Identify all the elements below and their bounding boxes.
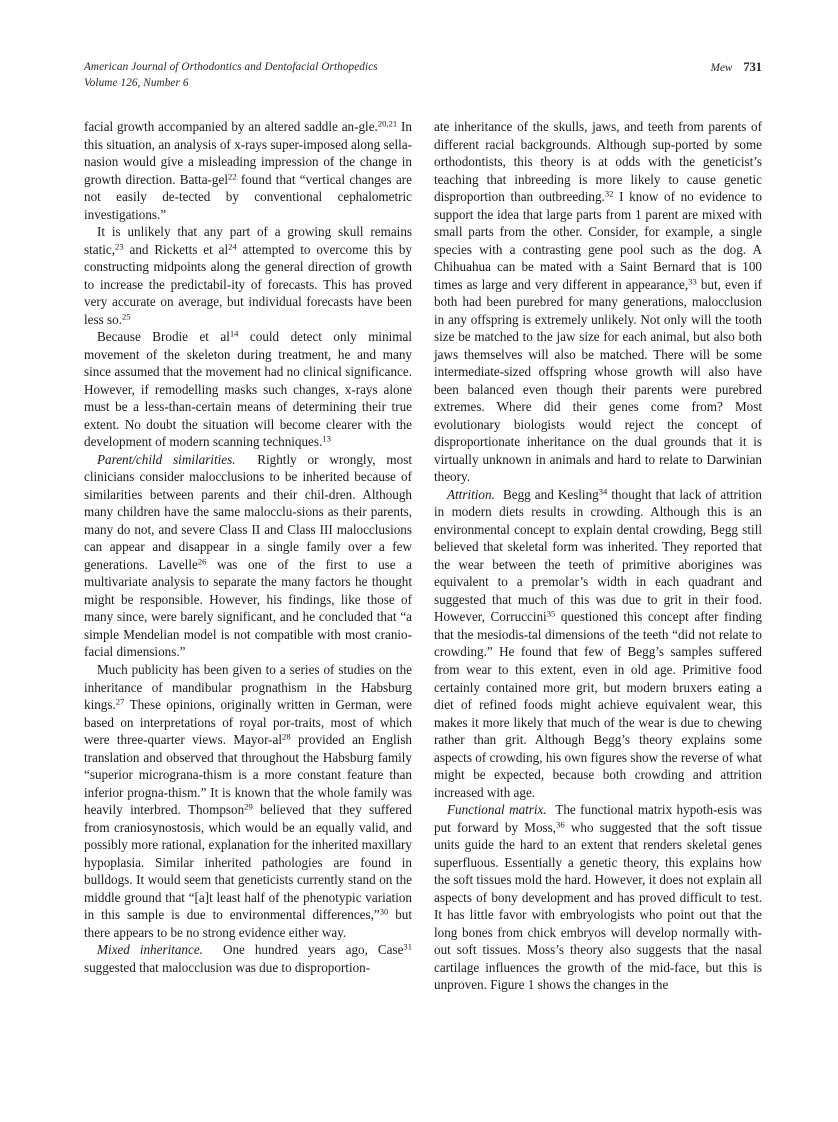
reference-superscript: 30 bbox=[379, 906, 389, 917]
column-left bbox=[84, 118, 412, 976]
body-paragraph: ate inheritance of the skulls, jaws, and teeth from parents of different racial backgrounds. Although sup-ported by some orthodontists, this theory is at odds with the geneticist’s teaching that inbreeding is more likely to cause genetic disproportion than outbreeding.$^{32}$ I know of no evidence to support the idea that large parts from 1 parent are mixed with small parts from the other. Consider, for example, a single species with a contrasting gene pool such as the dog. A Chihuahua can be mated with a Saint Bernard that is 100 times as large and very different in appearance,$^{33}$ but, even if both had been purebred for many generations, malocclusion in any offspring is extremely unlikely. Not only will the tooth size be matched to the jaw size for each animal, but also both jaws themselves will also be matched. There will be some intermediate-sized offspring whose growth will also have been balanced even though their parents were purebred extremes. Where did their genes come from? Most evolutionary biologists would reject the concept of disproportionate inheritance on the dual grounds that it is virtually unknown in animals and hard to relate to Darwinian theory. bbox=[434, 119, 763, 485]
running-head-author: Mew bbox=[710, 62, 733, 74]
heading-spacer bbox=[236, 452, 258, 467]
reference-superscript: 31 bbox=[403, 941, 413, 952]
reference-superscript: 24 bbox=[228, 241, 237, 252]
reference-superscript: 29 bbox=[244, 801, 253, 812]
heading-spacer bbox=[495, 487, 503, 502]
body-paragraph: Because Brodie et $al^{14}$ could detect only minimal movement of the skeleton during treatment, he and many since assumed that the movement had no clinical significance. However, if remodelling masks such changes, x-rays alone must be a less-than-certain means of determining their true extent. No doubt the situation will become clearer with the development of modern scanning techniques.$^{13}$ bbox=[84, 328, 412, 450]
running-head-author-page bbox=[711, 60, 762, 77]
reference-superscript: 22 bbox=[227, 171, 237, 182]
running-head-journal bbox=[84, 60, 378, 91]
column-right bbox=[434, 118, 762, 994]
reference-superscript: 35 bbox=[546, 608, 556, 619]
reference-superscript: 33 bbox=[688, 276, 697, 287]
reference-superscript: 14 bbox=[229, 328, 239, 339]
reference-superscript: 27 bbox=[115, 696, 125, 707]
body-paragraph-with-heading: Parent/child similarities. Rightly or wrongly, most clinicians consider malocclusions to be inherited because of similarities between parents and their chil-dren. Although many children have the same malocclu-sions as their parents, many do not, and severe Class II and Class III malocclusions can appear and disappear in a single family over a few generations. Lavelle$^{26}$ was one of the first to use a multivariate analysis to separate the many factors he thought might be responsible. However, his findings, like those of many since, were barely significant, and he concluded that “a simple Mendelian model is not compatible with most cranio-facial dimensions.” bbox=[84, 451, 412, 660]
reference-superscript: 34 bbox=[598, 486, 608, 497]
section-run-in-heading: Functional matrix. bbox=[447, 802, 547, 818]
running-head-journal-line1: American Journal of Orthodontics and Dentofacial Orthopedics bbox=[84, 61, 378, 73]
heading-spacer bbox=[203, 942, 223, 957]
reference-superscript: 36 bbox=[556, 819, 565, 830]
body-paragraph-with-heading: Attrition. Begg and Kesling$^{34}$ thought that lack of attrition in modern diets results in crowding. Although this is an environmental concept to explain dental crowding, Begg still believed that skeletal form was inherited. They reported that the wear between the teeth of primitive aborigines was equivalent to a premolar’s width in each quadrant and suggested that much of this was due to grit in their food. However, Corruccini$^{35}$ questioned this concept after finding that the mesiodis-tal dimensions of the teeth “did not relate to crowding.” He found that few of Begg’s samples suffered from wear to this extent, even in old age. Primitive food certainly contained more grit, but modern bruxers eating a diet of refined foods might achieve equivalent wear, this makes it more likely that much of the wear is due to chewing rather than grit. Although Begg’s theory explains some aspects of crowding, his own figures show the reverse of what might be expected, because both crowding and attrition increased with age. bbox=[434, 486, 762, 800]
reference-superscript: 32 bbox=[604, 188, 614, 199]
section-run-in-heading: Mixed inheritance. bbox=[97, 942, 203, 958]
body-paragraph: facial growth accompanied by an altered saddle an-gle.$^{20,21}$ In this situation, an analysis of x-rays super-imposed along sella-nasion would give a misleading impression of the change in growth direction. Batta-gel$^{22}$ found that “vertical changes are not easily de-tected by conventional cephalometric investigations.” bbox=[84, 118, 412, 222]
reference-superscript: 13 bbox=[322, 433, 331, 444]
body-paragraph-with-heading: Functional matrix. The functional matrix hypoth-esis was put forward by Moss,$^{36}$ who suggested that the soft tissue units guide the hard to an extent that renders skeletal genes superfluous. Essentially a genetic theory, this explains how the soft tissues mold the hard. However, it does not explain all aspects of bony development and has proved difficult to test. It has little favor with embryologists who point out that the long bones from chick embryos will develop normally with-out soft tissues. Moss’s theory also suggests that the nasal cartilage influences the growth of the mid-face, but this is unproven. Figure 1 shows the changes in the bbox=[434, 802, 762, 993]
heading-spacer bbox=[547, 802, 556, 817]
reference-superscript: 26 bbox=[197, 556, 207, 567]
section-run-in-heading: Parent/child similarities. bbox=[97, 451, 236, 467]
section-run-in-heading: Attrition. bbox=[447, 486, 495, 502]
body-paragraph: Much publicity has been given to a series of studies on the inheritance of mandibular prognathism in the Habsburg kings.$^{27}$ These opinions, originally written in German, were based on interpretations of royal por-traits, most of which were three-quarter views. Mayor-$al^{28}$ provided an English translation and observed that throughout the Habsburg family “superior micrograna-thism is a more constant feature than inferior progna-thism.” It is known that the whole family was heavily interbred. Thompson$^{29}$ believed that they suffered from craniosynostosis, which would be an equally valid, and possibly more rational, explanation for the inherited maxillary hypoplasia. Similar inherited pathologies are found in bulldogs. It would seem that geneticists currently stand on the middle ground that “[a]t least half of the phenotypic variation in this sample is due to environmental differences,”$^{30}$ but there appears to be no strong evidence either way. bbox=[84, 661, 413, 940]
reference-superscript: 23 bbox=[115, 241, 124, 252]
reference-superscript: 25 bbox=[121, 311, 131, 322]
body-paragraph-with-heading: Mixed inheritance. One hundred years ago, Case$^{31}$ suggested that malocclusion was due to disproportion- bbox=[84, 941, 413, 975]
running-head-journal-line2: Volume 126, Number 6 bbox=[84, 76, 189, 89]
running-head-page-number: 731 bbox=[743, 60, 762, 74]
body-paragraph: It is unlikely that any part of a growing skull remains static,$^{23}$ and Ricketts et $al^{24}$ attempted to overcome this by constructing midpoints along the general direction of growth to increase the predictabil-ity of forecasts. This has proved very accurate on average, but individual forecasts have been less so.$^{25}$ bbox=[84, 224, 412, 327]
reference-superscript: 28 bbox=[282, 731, 291, 742]
reference-superscript: 20,21 bbox=[377, 118, 398, 129]
running-head bbox=[84, 60, 762, 94]
